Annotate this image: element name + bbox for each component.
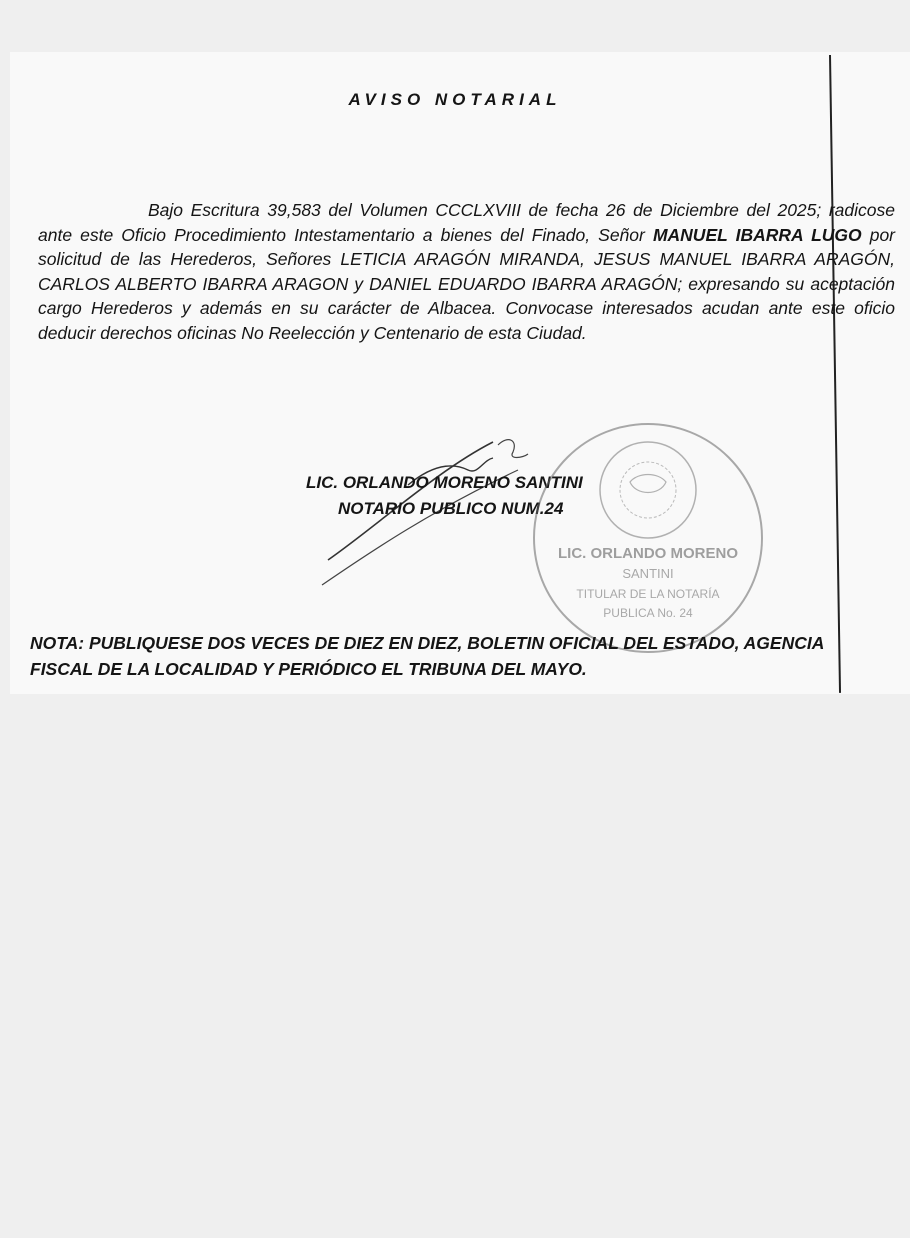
stamp-line-2: SANTINI	[622, 566, 674, 581]
paper-sheet	[10, 52, 910, 694]
notice-title: AVISO NOTARIAL	[348, 90, 562, 109]
signer-block	[306, 470, 583, 522]
deceased-name: MANUEL IBARRA LUGO	[652, 224, 862, 245]
stamp-line-4: PUBLICA No. 24	[603, 606, 693, 620]
signer-title: NOTARIO PUBLICO NUM.24	[338, 499, 564, 518]
stamp-line-3: TITULAR DE LA NOTARÍA	[576, 587, 720, 601]
stamp-line-1: LIC. ORLANDO MORENO	[558, 545, 738, 562]
body-part-2: por solicitud de las Herederos, Señores LETICIA ARAGÓN MIRANDA, JESUS MANUEL IBARRA ARAGÓN, CARLOS ALBERTO IBARRA ARAGON y DANIEL EDUARDO IBARRA ARAGÓN; expresando su aceptación cargo Herederos y además en su carácter de Albacea. Convocase interesados acudan ante este oficio deducir derechos oficinas No Reelección y Centenario de esta Ciudad.	[38, 224, 896, 343]
publication-note	[30, 630, 910, 682]
note-line-2: FISCAL DE LA LOCALIDAD Y PERIÓDICO EL TRIBUNA DEL MAYO.	[30, 659, 587, 679]
signer-name: LIC. ORLANDO MORENO SANTINI	[306, 473, 583, 492]
notice-body	[38, 198, 895, 345]
body-part-1: Bajo Escritura 39,583 del Volumen CCCLXVIII de fecha 26 de Diciembre del 2025; radicose ante este Oficio Procedimiento Intestamentario a bienes del Finado, Señor	[38, 200, 895, 245]
note-line-1: NOTA: PUBLIQUESE DOS VECES DE DIEZ EN DIEZ, BOLETIN OFICIAL DEL ESTADO, AGENCIA	[30, 633, 825, 653]
